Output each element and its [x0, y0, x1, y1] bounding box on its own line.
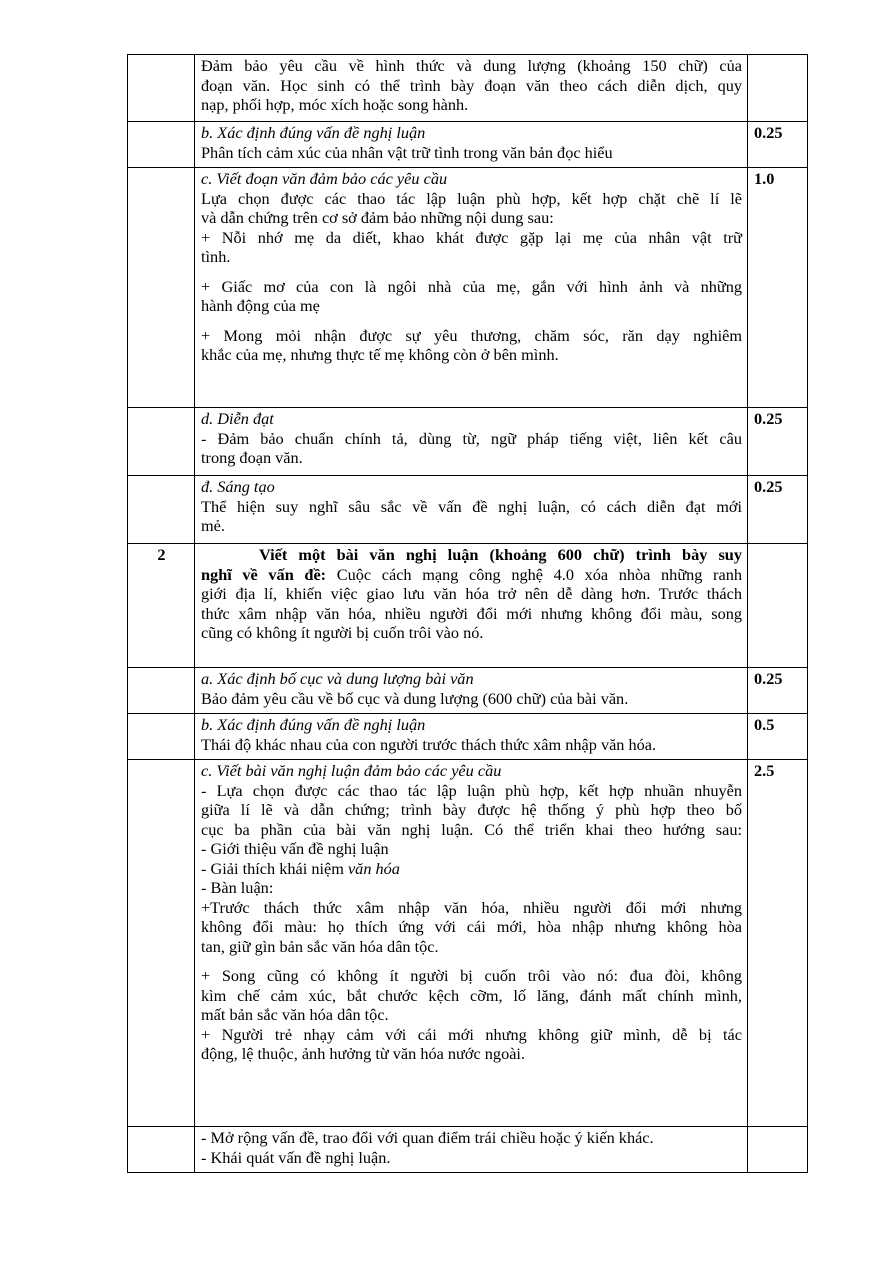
row-score: 2.5	[748, 760, 808, 1127]
section-heading: a. Xác định bố cục và dung lượng bài văn	[201, 669, 474, 688]
row-score: 0.5	[748, 714, 808, 760]
row-content	[195, 55, 748, 122]
explain-prefix: - Giải thích khái niệm	[201, 858, 348, 878]
row-content	[195, 760, 748, 1127]
text-line: nạp, phối hợp, móc xích hoặc song hành.	[201, 95, 469, 114]
grading-table	[127, 54, 808, 1173]
table-row	[128, 408, 808, 476]
text-line: giới địa lí, khiến việc giao lưu văn hóa trở nên dễ dàng hơn. Trước thách	[201, 584, 742, 603]
text-line: Phân tích cảm xúc của nhân vật trữ tình trong văn bản đọc hiểu	[201, 142, 613, 162]
text-line: - Giới thiệu vấn đề nghị luận	[201, 839, 389, 858]
explain-term: văn hóa	[347, 858, 400, 878]
text-line: đoạn văn. Học sinh có thể trình bày đoạn văn theo cách diễn dịch, quy	[201, 75, 742, 95]
row-number	[128, 55, 195, 122]
text-line: không đổi màu: họ thích ứng với cái mới, hòa nhập nhưng không hòa	[201, 917, 742, 936]
text-line: + Mong mỏi nhận được sự yêu thương, chăm sóc, răn dạy nghiêm	[201, 325, 742, 345]
row-number	[128, 668, 195, 714]
table-row	[128, 760, 808, 1127]
prompt-title: Viết một bài văn nghị luận (khoảng 600 chữ) trình bày suy	[259, 545, 742, 564]
table-row	[128, 122, 808, 168]
text-line: + Song cũng có không ít người bị cuốn trôi vào nó: đua đòi, không	[201, 966, 742, 985]
table-row	[128, 714, 808, 760]
text-line: - Đảm bảo chuẩn chính tả, dùng từ, ngữ pháp tiếng việt, liên kết câu	[201, 428, 742, 448]
section-heading: b. Xác định đúng vấn đề nghị luận	[201, 123, 426, 142]
text-line: trong đoạn văn.	[201, 448, 303, 467]
row-score: 0.25	[748, 122, 808, 168]
row-score: 0.25	[748, 408, 808, 476]
row-content	[195, 544, 748, 668]
text-line: mẻ.	[201, 516, 225, 535]
section-heading: b. Xác định đúng vấn đề nghị luận	[201, 715, 426, 734]
text-line: - Mở rộng vấn đề, trao đổi với quan điểm trái chiều hoặc ý kiến khác.	[201, 1128, 654, 1147]
text-line: +Trước thách thức xâm nhập văn hóa, nhiều người đổi mới nhưng	[201, 897, 742, 917]
prompt-text: Cuộc cách mạng công nghệ 4.0 xóa nhòa những ranh	[326, 564, 742, 584]
text-line: kìm chế cảm xúc, bắt chước kệch cỡm, lố lăng, đánh mất chính mình,	[201, 985, 742, 1005]
text-line: Đảm bảo yêu cầu về hình thức và dung lượng (khoảng 150 chữ) của	[201, 56, 742, 75]
row-score: 1.0	[748, 168, 808, 408]
text-line: + Người trẻ nhạy cảm với cái mới nhưng không giữ mình, dễ bị tác	[201, 1024, 742, 1044]
text-line: hành động của mẹ	[201, 296, 320, 315]
table-row	[128, 55, 808, 122]
row-number	[128, 1127, 195, 1173]
text-line: + Giấc mơ của con là ngôi nhà của mẹ, gắn với hình ảnh và những	[201, 276, 742, 296]
table-row	[128, 668, 808, 714]
text-line: - Khái quát vấn đề nghị luận.	[201, 1147, 391, 1167]
row-content	[195, 1127, 748, 1173]
text-line: Bảo đảm yêu cầu về bố cục và dung lượng (600 chữ) của bài văn.	[201, 688, 629, 708]
table-row	[128, 1127, 808, 1173]
row-content	[195, 668, 748, 714]
row-content	[195, 408, 748, 476]
row-score: 0.25	[748, 476, 808, 544]
text-line: Lựa chọn được các thao tác lập luận phù hợp, kết hợp chặt chẽ lí lẽ	[201, 188, 742, 208]
text-line: tình.	[201, 247, 231, 266]
text-line: thức xâm nhập văn hóa, nhiều người đổi mới nhưng không đổi màu, song	[201, 603, 742, 623]
row-content	[195, 476, 748, 544]
text-line: giữa lí lẽ và dẫn chứng; trình bày được hệ thống ý phù hợp theo bố	[201, 800, 742, 819]
section-heading: c. Viết đoạn văn đảm bảo các yêu cầu	[201, 169, 448, 188]
section-heading: đ. Sáng tạo	[201, 477, 275, 496]
row-score	[748, 1127, 808, 1173]
section-heading: c. Viết bài văn nghị luận đảm bảo các yêu cầu	[201, 761, 502, 780]
row-content	[195, 168, 748, 408]
row-score	[748, 544, 808, 668]
text-line: Thái độ khác nhau của con người trước thách thức xâm nhập văn hóa.	[201, 734, 657, 754]
text-line: và dẫn chứng trên cơ sở đảm bảo những nội dung sau:	[201, 208, 554, 227]
row-number	[128, 122, 195, 168]
question-number: 2	[128, 544, 195, 668]
text-line	[201, 565, 742, 585]
text-line: tan, giữ gìn bản sắc văn hóa dân tộc.	[201, 936, 439, 956]
text-line: mất bản sắc văn hóa dân tộc.	[201, 1005, 389, 1024]
row-score: 0.25	[748, 668, 808, 714]
row-content	[195, 714, 748, 760]
text-line	[201, 859, 742, 879]
text-line: Thể hiện suy nghĩ sâu sắc về vấn đề nghị luận, có cách diễn đạt mới	[201, 496, 742, 516]
text-line: - Lựa chọn được các thao tác lập luận phù hợp, kết hợp nhuần nhuyễn	[201, 780, 742, 800]
row-number	[128, 714, 195, 760]
row-number	[128, 476, 195, 544]
table-row	[128, 168, 808, 408]
row-number	[128, 168, 195, 408]
table-row	[128, 544, 808, 668]
text-line: cũng có không ít người bị cuốn trôi vào nó.	[201, 623, 484, 642]
text-line: - Bàn luận:	[201, 878, 274, 897]
row-score	[748, 55, 808, 122]
text-line: động, lệ thuộc, ảnh hưởng từ văn hóa nước ngoài.	[201, 1044, 526, 1063]
text-line: khắc của mẹ, nhưng thực tế mẹ không còn ở bên mình.	[201, 345, 559, 364]
prompt-label: nghĩ về vấn đề:	[201, 564, 327, 584]
table-row	[128, 476, 808, 544]
section-heading: d. Diễn đạt	[201, 409, 274, 428]
text-line: cục ba phần của bài văn nghị luận. Có thể triển khai theo hướng sau:	[201, 819, 742, 839]
row-number	[128, 408, 195, 476]
row-content	[195, 122, 748, 168]
row-number	[128, 760, 195, 1127]
text-line: + Nỗi nhớ mẹ da diết, khao khát được gặp lại mẹ của nhân vật trữ	[201, 227, 742, 247]
